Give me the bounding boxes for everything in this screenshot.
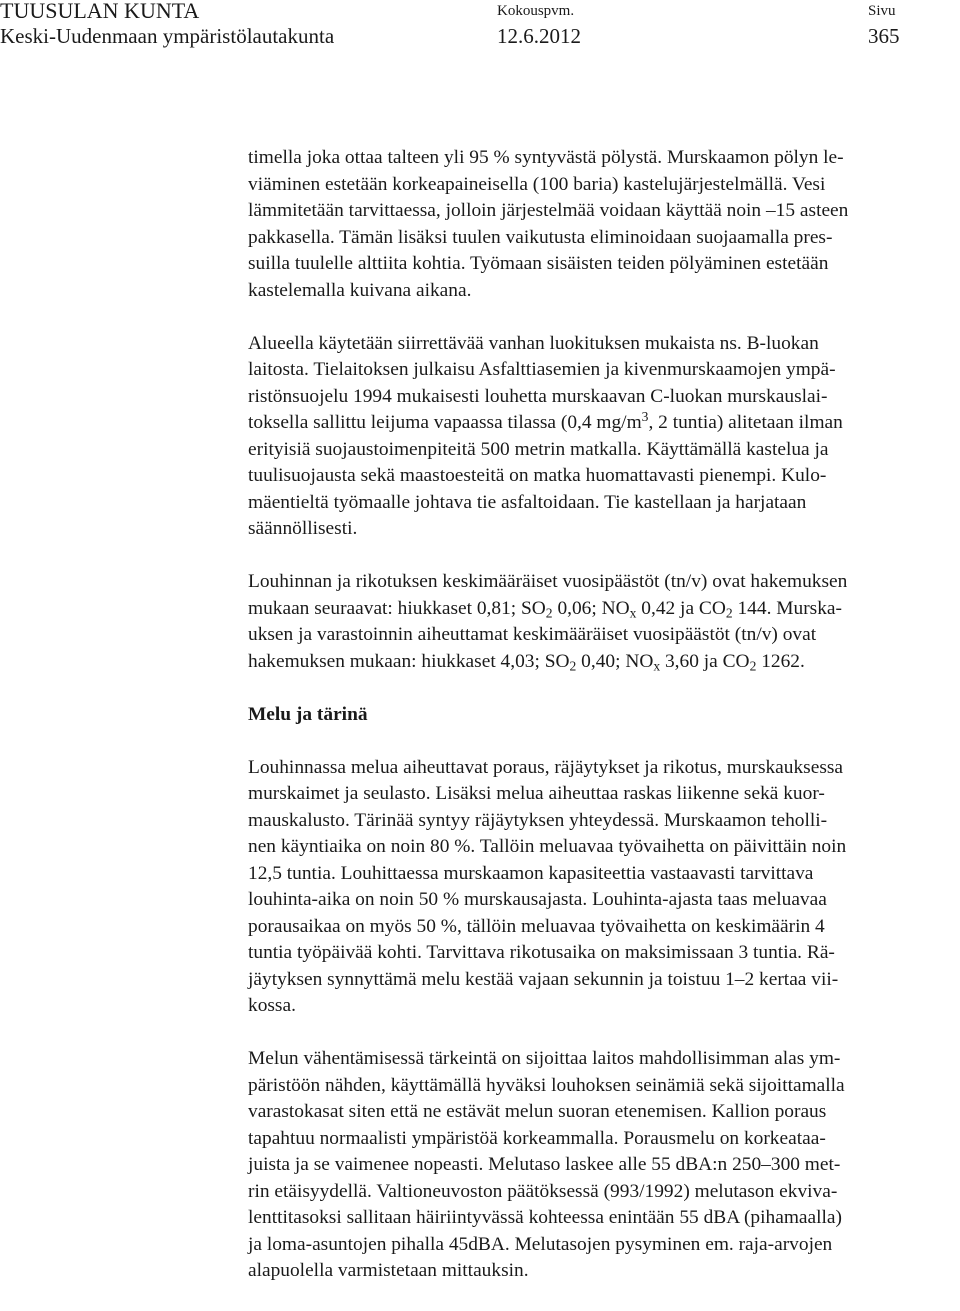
text-segment: hakemuksen mukaan: hiukkaset 4,03; SO	[248, 650, 570, 672]
text-line: mäentieltä työmaalle johtava tie asfaltoidaan. Tie kastellaan ja harjataan	[248, 491, 807, 513]
board-name: Keski-Uudenmaan ympäristölautakunta	[0, 24, 335, 48]
document-header	[0, 0, 960, 52]
text-line: kastelemalla kuivana aikana.	[248, 279, 472, 301]
text-segment: toksella sallittu leijuma vapaassa tilassa (0,4 mg/m	[248, 412, 642, 433]
text-line: laitosta. Tielaitoksen julkaisu Asfalttiasemien ja kivenmurskaamojen ympä-	[248, 359, 836, 380]
text-line	[248, 649, 960, 676]
text-line: nen käyntiaika on noin 80 %. Tallöin meluavaa työvaihetta on päivittäin noin	[248, 836, 847, 857]
text-line: Louhinnan ja rikotuksen keskimääräiset vuosipäästöt (tn/v) ovat hakemuksen	[248, 571, 848, 592]
text-line: kossa.	[248, 995, 296, 1016]
paragraph	[248, 1046, 960, 1285]
text-segment: mukaan seuraavat: hiukkaset 0,81; SO	[248, 597, 546, 619]
page-number: 365	[868, 24, 900, 48]
text-line: lenttitasoksi sallitaan häiriintyvässä kohteessa enintään 55 dBA (pihamaalla)	[248, 1207, 842, 1228]
paragraph	[248, 331, 960, 543]
text-segment: 144. Murska-	[732, 597, 842, 619]
text-line: murskaimet ja seulasto. Lisäksi melua aiheuttaa raskas liikenne sekä kuor-	[248, 783, 825, 804]
section-heading: Melu ja tärinä	[248, 703, 368, 725]
text-segment: 0,40; NO	[576, 650, 654, 672]
text-line: porausaikaa on myös 50 %, tällöin meluavaa työvaihetta on keskimäärin 4	[248, 915, 825, 937]
text-line: tapahtuu normaalisti ympäristöä korkeammalla. Porausmelu on korkeataa-	[248, 1127, 826, 1149]
text-line: tuntia työpäivää kohti. Tarvittava rikotusaika on maksimissaan 3 tuntia. Rä-	[248, 942, 835, 963]
text-line: ja loma-asuntojen pihalla 45dBA. Melutasojen pysyminen em. raja-arvojen	[248, 1233, 833, 1255]
page-label: Sivu	[868, 3, 896, 19]
text-line: tuulisuojausta sekä maastoesteitä on matka huomattavasti pienempi. Kulo-	[248, 465, 827, 486]
text-line: säännöllisesti.	[248, 518, 358, 539]
subscript: 2	[569, 657, 577, 673]
superscript: 3	[641, 409, 649, 425]
text-segment: 0,42 ja CO	[636, 597, 726, 619]
subscript: 2	[749, 657, 757, 673]
text-line: päristöön nähden, käyttämällä hyväksi louhoksen seinämiä sekä sijoittamalla	[248, 1074, 845, 1096]
text-line: Melun vähentämisessä tärkeintä on sijoittaa laitos mahdollisimman alas ym-	[248, 1048, 841, 1069]
text-line: mauskalusto. Tärinää syntyy räjäytyksen yhteydessä. Murskaamon teholli-	[248, 809, 828, 831]
text-line: juista ja se vaimenee nopeasti. Melutaso laskee alle 55 dBA:n 250–300 met-	[248, 1154, 841, 1175]
subscript: x	[653, 657, 661, 673]
text-line: lämmitetään tarvittaessa, jolloin järjestelmää voidaan käyttää noin –15 asteen	[248, 200, 849, 221]
text-line: jäytyksen synnyttämä melu kestää vajaan sekunnin ja toistuu 1–2 kertaa vii-	[248, 968, 839, 990]
text-line	[248, 596, 960, 623]
text-segment: , 2 tuntia) alitetaan ilman	[648, 412, 843, 433]
subscript: 2	[725, 604, 733, 620]
text-line: Louhinnassa melua aiheuttavat poraus, räjäytykset ja rikotus, murskauksessa	[248, 756, 844, 778]
text-line: pakkasella. Tämän lisäksi tuulen vaikutusta eliminoidaan suojaamalla pres-	[248, 226, 833, 248]
text-line: louhinta-aika on noin 50 % murskausajasta. Louhinta-ajasta taas meluavaa	[248, 889, 827, 910]
text-segment: 1262.	[756, 650, 805, 672]
text-line: viäminen estetään korkeapaineisella (100 baria) kastelujärjestelmällä. Vesi	[248, 173, 826, 195]
subscript: x	[629, 604, 637, 620]
text-line: rin etäisyydellä. Valtioneuvoston päätöksessä (993/1992) melutason ekviva-	[248, 1180, 838, 1202]
text-line: timella joka ottaa talteen yli 95 % syntyvästä pölystä. Murskaamon pölyn le-	[248, 147, 844, 168]
document-body	[248, 145, 960, 1311]
text-line: alapuolella varmistetaan mittauksin.	[248, 1260, 529, 1281]
text-line: suilla tuulelle alttiita kohtia. Työmaan sisäisten teiden pölyäminen estetään	[248, 253, 829, 274]
text-line: erityisiä suojaustoimenpiteitä 500 metrin matkalla. Käyttämällä kastelua ja	[248, 438, 829, 460]
subscript: 2	[545, 604, 553, 620]
text-line	[248, 410, 960, 437]
paragraph	[248, 755, 960, 1020]
organization-name: TUUSULAN KUNTA	[0, 0, 200, 23]
meeting-date-label: Kokouspvm.	[497, 3, 575, 19]
text-line: ristönsuojelu 1994 mukaisesti louhetta murskaavan C-luokan murskauslai-	[248, 385, 828, 407]
paragraph	[248, 569, 960, 675]
meeting-date: 12.6.2012	[497, 24, 581, 48]
paragraph	[248, 145, 960, 304]
text-line: Alueella käytetään siirrettävää vanhan luokituksen mukaista ns. B-luokan	[248, 332, 819, 354]
text-line: 12,5 tuntia. Louhittaessa murskaamon kapasiteettia vastaavasti tarvittava	[248, 862, 814, 884]
text-line: uksen ja varastoinnin aiheuttamat keskimääräiset vuosipäästöt (tn/v) ovat	[248, 624, 817, 645]
text-segment: 0,06; NO	[552, 597, 630, 619]
text-line: varastokasat siten että ne estävät melun suoran etenemisen. Kallion poraus	[248, 1101, 827, 1122]
text-segment: 3,60 ja CO	[660, 650, 750, 672]
